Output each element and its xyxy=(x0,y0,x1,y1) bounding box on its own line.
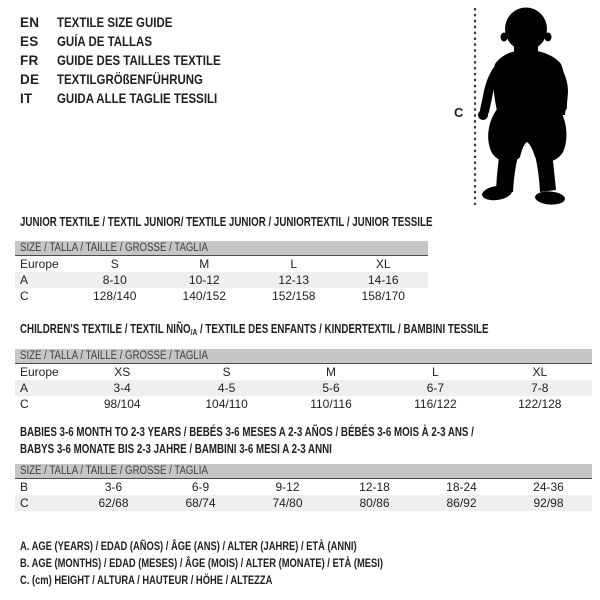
language-row xyxy=(20,13,250,32)
table-row xyxy=(15,364,592,380)
size-cell: M xyxy=(199,257,210,271)
size-cell: 6-9 xyxy=(191,480,210,494)
babies-size-table xyxy=(15,464,592,511)
baby-figure xyxy=(440,0,600,212)
table-row xyxy=(15,256,428,272)
size-cell: 80/86 xyxy=(359,496,390,510)
row-label: A xyxy=(20,273,29,287)
table-header-bar: SIZE / TALLA / TAILLE / GRÖSSE / TAGLIA xyxy=(15,349,592,364)
language-title: GUÍA DE TALLAS xyxy=(57,34,152,49)
size-cell: 128/140 xyxy=(93,289,137,303)
table-row xyxy=(15,272,428,288)
language-title-list xyxy=(20,13,250,108)
children-size-table xyxy=(15,349,592,412)
language-code: FR xyxy=(20,53,39,68)
size-cell: L xyxy=(432,365,439,379)
row-label: C xyxy=(20,397,29,411)
language-title: GUIDA ALLE TAGLIE TESSILI xyxy=(57,91,218,106)
height-marker-label: C xyxy=(454,105,464,120)
language-row xyxy=(20,89,250,108)
row-label: C xyxy=(20,289,29,303)
size-cell: XS xyxy=(114,365,131,379)
size-cell: 5-6 xyxy=(322,381,340,395)
size-cell: XL xyxy=(532,365,548,379)
junior-table-title: JUNIOR TEXTILE / TEXTIL JUNIOR/ TEXTILE JUNIOR / JUNIORTEXTIL / JUNIOR TESSILE xyxy=(20,215,433,229)
table-header-bar: SIZE / TALLA / TAILLE / GRÖSSE / TAGLIA xyxy=(15,241,428,256)
size-cell: 7-8 xyxy=(531,381,549,395)
size-cell: 74/80 xyxy=(272,496,303,510)
size-cell: 98/104 xyxy=(103,397,141,411)
size-cell: 110/116 xyxy=(310,397,352,411)
language-row xyxy=(20,32,250,51)
table-row xyxy=(15,396,592,412)
size-cell: 122/128 xyxy=(518,397,562,411)
size-cell: 18-24 xyxy=(446,480,477,494)
footnote-c: C. (cm) HEIGHT / ALTURA / HAUTEUR / HÖHE / ALTEZZA xyxy=(20,573,273,587)
language-title: TEXTILGRÖßENFÜHRUNG xyxy=(57,72,203,87)
size-cell: 3-6 xyxy=(104,480,123,494)
language-title: GUIDE DES TAILLES TEXTILE xyxy=(57,53,221,68)
size-cell: 140/152 xyxy=(182,289,226,303)
size-cell: 9-12 xyxy=(275,480,300,494)
size-cell: 10-12 xyxy=(188,273,220,287)
size-cell: 14-16 xyxy=(367,273,399,287)
size-cell: 116/122 xyxy=(414,397,457,411)
size-cell: 158/170 xyxy=(361,289,405,303)
size-cell: 62/68 xyxy=(98,496,129,510)
language-code: ES xyxy=(20,34,39,49)
row-label: B xyxy=(20,480,29,494)
subscript-a: /A xyxy=(190,327,198,337)
size-cell: 8-10 xyxy=(102,273,127,287)
language-row xyxy=(20,70,250,89)
size-cell: 68/74 xyxy=(185,496,216,510)
size-cell: 6-7 xyxy=(426,381,445,395)
footnote-legend xyxy=(20,538,485,589)
size-cell: XL xyxy=(375,257,391,271)
language-code: DE xyxy=(20,72,40,87)
row-label: A xyxy=(20,381,29,395)
baby-silhouette-icon xyxy=(440,0,600,212)
size-cell: 92/98 xyxy=(533,496,564,510)
children-table-title: CHILDREN'S TEXTILE / TEXTIL NIÑO/A / TEXTILE DES ENFANTS / KINDERTEXTIL / BAMBINI TESSILE xyxy=(20,322,489,337)
size-cell: 4-5 xyxy=(217,381,236,395)
language-title: TEXTILE SIZE GUIDE xyxy=(57,15,173,30)
size-cell: 12-13 xyxy=(278,273,310,287)
baby-silhouette xyxy=(478,8,568,206)
footnote-b: B. AGE (MONTHS) / EDAD (MESES) / ÂGE (MOIS) / ALTER (MONATE) / ETÀ (MESI) xyxy=(20,556,383,570)
row-label: C xyxy=(20,496,29,510)
table-row xyxy=(15,288,428,304)
size-cell: 3-4 xyxy=(113,381,131,395)
size-cell: 86/92 xyxy=(446,496,477,510)
junior-size-table xyxy=(15,241,428,304)
table-row xyxy=(15,479,592,495)
language-row xyxy=(20,51,250,70)
table-header-bar: SIZE / TALLA / TAILLE / GRÖSSE / TAGLIA xyxy=(15,464,592,479)
size-cell: S xyxy=(110,257,119,271)
size-cell: M xyxy=(325,365,336,379)
table-row xyxy=(15,495,592,511)
language-code: EN xyxy=(20,15,40,30)
size-cell: L xyxy=(290,257,298,271)
size-cell: 24-36 xyxy=(533,480,564,494)
size-cell: 104/110 xyxy=(205,397,248,411)
babies-table-title: BABIES 3-6 MONTH TO 2-3 YEARS / BEBÉS 3-6 MESES A 2-3 AÑOS / BÉBÉS 3-6 MOIS À 2-3 ANS / BABYS 3-6 MONATE BIS 2-3 JAHRE / BAMBINI 3-6 MESI A 2-3 ANNI xyxy=(20,425,474,456)
language-code: IT xyxy=(20,91,33,106)
size-cell: 152/158 xyxy=(272,289,316,303)
size-cell: S xyxy=(222,365,231,379)
table-row xyxy=(15,380,592,396)
row-label: Europe xyxy=(20,257,59,271)
footnote-a: A. AGE (YEARS) / EDAD (AÑOS) / ÂGE (ANS) / ALTER (JAHRE) / ETÀ (ANNI) xyxy=(20,539,357,553)
size-cell: 12-18 xyxy=(359,480,390,494)
row-label: Europe xyxy=(20,365,59,379)
